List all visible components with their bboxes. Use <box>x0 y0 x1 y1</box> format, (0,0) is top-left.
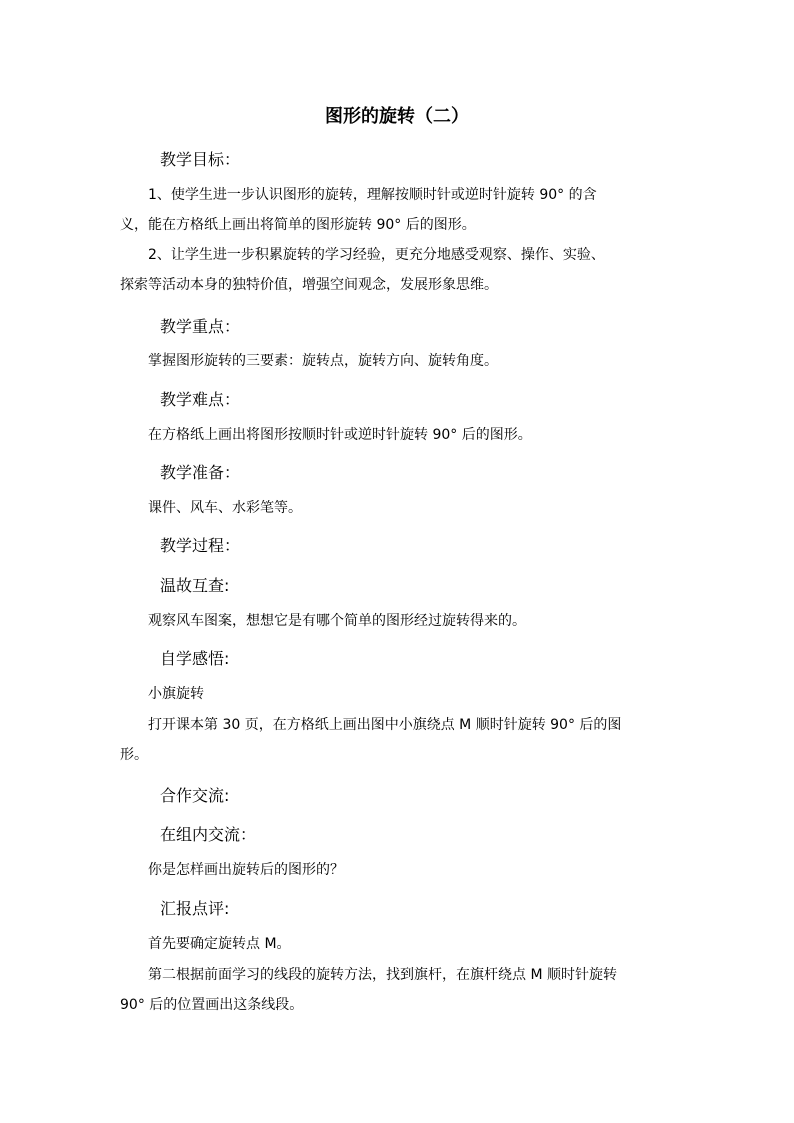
selfstudy-heading: 自学感悟: <box>160 649 230 668</box>
goal-2-line-2: 探索等活动本身的独特价值，增强空间观念，发展形象思维。 <box>120 277 498 293</box>
flag-task-line-1: 打开课本第 30 页，在方格纸上画出图中小旗绕点 M 顺时针旋转 90° 后的图 <box>148 717 622 733</box>
goal-1-line-2: 义，能在方格纸上画出将简单的图形旋转 90° 后的图形。 <box>120 217 476 233</box>
process-heading: 教学过程： <box>160 536 241 555</box>
goal-2 <box>120 240 680 300</box>
goal-1-line-1: 1、使学生进一步认识图形的旋转，理解按顺时针或逆时针旋转 90° 的含 <box>148 187 597 203</box>
report-heading: 汇报点评: <box>160 899 230 918</box>
preparation-heading: 教学准备： <box>160 463 241 482</box>
cooperate-heading: 合作交流: <box>160 786 230 805</box>
report-step-2-line-2: 90° 后的位置画出这条线段。 <box>120 997 304 1013</box>
report-step-2-line-1: 第二根据前面学习的线段的旋转方法，找到旗杆，在旗杆绕点 M 顺时针旋转 <box>148 967 617 983</box>
preparation-text: 课件、风车、水彩笔等。 <box>148 500 302 516</box>
difficulties-text: 在方格纸上画出将图形按顺时针或逆时针旋转 90° 后的图形。 <box>148 427 532 443</box>
difficulties-heading: 教学难点： <box>160 390 241 409</box>
group-question: 你是怎样画出旋转后的图形的？ <box>148 862 344 878</box>
goals-heading: 教学目标： <box>160 150 241 169</box>
key-points-heading: 教学重点： <box>160 317 241 336</box>
group-heading: 在组内交流： <box>160 825 257 844</box>
goal-2-line-1: 2、让学生进一步积累旋转的学习经验，更充分地感受观察、操作、实验、 <box>148 247 605 263</box>
report-step-1: 首先要确定旋转点 M。 <box>148 936 291 952</box>
document-title: 图形的旋转（二） <box>325 106 469 127</box>
goal-1 <box>120 180 680 240</box>
review-text: 观察风车图案，想想它是有哪个简单的图形经过旋转得来的。 <box>148 613 526 629</box>
review-heading: 温故互查: <box>160 576 230 595</box>
key-points-text: 掌握图形旋转的三要素：旋转点，旋转方向、旋转角度。 <box>148 353 498 369</box>
report-step-2 <box>120 960 680 1020</box>
flag-task-line-2: 形。 <box>120 747 148 763</box>
flag-task <box>120 710 680 770</box>
flag-rotation-title: 小旗旋转 <box>148 686 204 702</box>
